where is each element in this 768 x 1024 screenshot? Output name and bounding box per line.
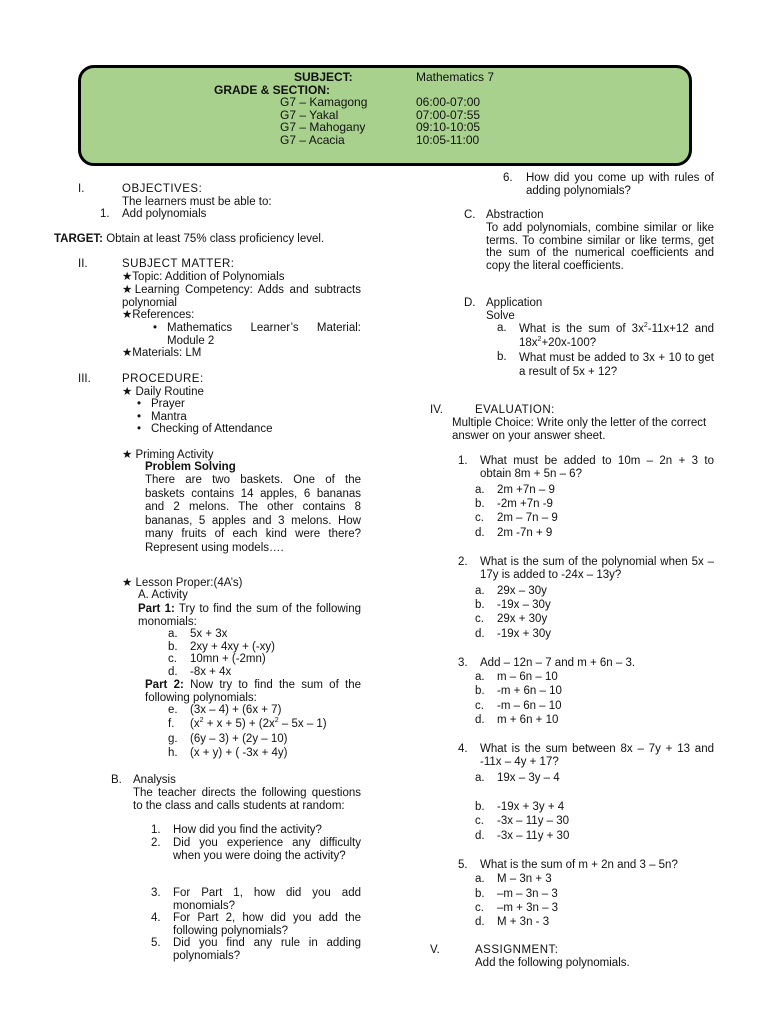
target-line xyxy=(54,233,324,246)
choice: -19x + 30y xyxy=(497,628,552,640)
subject-matter-heading: SUBJECT MATTER: xyxy=(122,258,235,270)
analysis-question: For Part 1, how did you add monomials? xyxy=(173,887,361,912)
objectives-intro: The learners must be able to: xyxy=(122,196,272,208)
polynomial-item: (3x – 4) + (6x + 7) xyxy=(190,704,282,716)
choice-letter: d. xyxy=(475,628,485,640)
choice-letter: b. xyxy=(475,888,485,900)
question-number: 2. xyxy=(151,837,161,849)
application-b-text: What must be added to 3x + 10 to get a result of 5x + 12? xyxy=(519,352,714,378)
choice-letter: b. xyxy=(475,685,485,697)
part1-text: Try to find the sum of the following monomials: xyxy=(138,603,361,628)
choice: 2m – 7n – 9 xyxy=(497,512,558,524)
evaluation-heading: EVALUATION: xyxy=(475,404,555,416)
choice-letter: a. xyxy=(475,484,485,496)
analysis-text: The teacher directs the following questions to the class and calls students at random: xyxy=(133,787,361,812)
section-time: 10:05-11:00 xyxy=(416,133,480,147)
section-name: G7 – Acacia xyxy=(280,133,345,147)
target-text: Obtain at least 75% class proficiency level. xyxy=(106,233,325,245)
question-number: 3. xyxy=(151,887,161,899)
choice: 29x – 30y xyxy=(497,585,547,597)
choice: -m + 6n – 10 xyxy=(497,685,562,697)
monomial-item: -8x + 4x xyxy=(190,666,232,678)
objectives-number: I. xyxy=(78,183,85,195)
application-a-letter: a. xyxy=(497,322,507,334)
materials-line: ★Materials: LM xyxy=(122,347,202,359)
abstraction-letter: C. xyxy=(464,209,476,221)
evaluation-question: What must be added to 10m – 2n + 3 to obtain 8m + 5n – 6? xyxy=(480,455,714,480)
item-letter: e. xyxy=(168,704,178,716)
application-a-text: What is the sum of $3x^2-11x+12$ and $18x^2+20x-100$? xyxy=(519,322,714,349)
choice-letter: d. xyxy=(475,714,485,726)
choice: –m + 3n – 3 xyxy=(497,902,559,914)
monomial-item: 10mn + (-2mn) xyxy=(190,653,266,665)
question-number: 1. xyxy=(151,824,161,836)
abstraction-text: To add polynomials, combine similar or like terms. To combine similar or like terms, get the sum of the numerical coefficients and copy the literal coefficients. xyxy=(486,222,714,272)
analysis-letter: B. xyxy=(111,774,122,786)
choice-letter: c. xyxy=(475,512,484,524)
evaluation-question: Add – 12n – 7 and m + 6n – 3. xyxy=(480,657,636,669)
problem-solving-text: There are two baskets. One of the baskets contains 14 apples, 6 bananas and 2 melons. The other contains 8 bananas, 5 apples and 3 melons. How many fruits of each kind were there? Represent using models…. xyxy=(145,474,361,554)
part2-label: Part 2: xyxy=(145,679,184,691)
choice-letter: a. xyxy=(475,671,485,683)
evaluation-instructions: Multiple Choice: Write only the letter of the correct answer on your answer sheet. xyxy=(452,417,707,442)
question-number: 2. xyxy=(458,556,468,568)
item-letter: c. xyxy=(168,653,177,665)
daily-routine: ★ Daily Routine xyxy=(122,386,204,398)
assignment-number: V. xyxy=(430,944,440,956)
application-letter: D. xyxy=(464,297,476,309)
choice-letter: b. xyxy=(475,498,485,510)
choice: M – 3n + 3 xyxy=(497,873,552,885)
question-number: 3. xyxy=(458,657,468,669)
choice-letter: c. xyxy=(475,700,484,712)
routine-item: • Prayer xyxy=(151,398,185,411)
objectives-heading: OBJECTIVES: xyxy=(122,183,203,195)
analysis-question: How did you find the activity? xyxy=(173,824,322,836)
subject-value: Mathematics 7 xyxy=(416,70,495,84)
part1-label: Part 1: xyxy=(138,603,175,615)
choice: 2m +7n – 9 xyxy=(497,484,555,496)
objective-number: 1. xyxy=(100,208,110,220)
choice-letter: b. xyxy=(475,801,485,813)
assignment-heading: ASSIGNMENT: xyxy=(475,944,559,956)
choice-letter: a. xyxy=(475,873,485,885)
item-letter: d. xyxy=(168,666,178,678)
references-line: ★References: xyxy=(122,309,195,321)
choice: -2m +7n -9 xyxy=(497,498,553,510)
header-box xyxy=(78,65,692,166)
choice: m – 6n – 10 xyxy=(497,671,558,683)
analysis-question: Did you find any rule in adding polynomials? xyxy=(173,937,361,962)
choice-letter: d. xyxy=(475,527,485,539)
item-letter: f. xyxy=(168,718,175,730)
choice-letter: c. xyxy=(475,613,484,625)
polynomial-item-f: $(x^2 + x + 5) + (2x^2 - 5x - 1)$ xyxy=(190,717,327,730)
assignment-text: Add the following polynomials. xyxy=(475,957,630,969)
question-number: 4. xyxy=(458,743,468,755)
part2-text: Now try to find the sum of the following polynomials: xyxy=(145,679,361,704)
section-time: 09:10-10:05 xyxy=(416,120,481,134)
evaluation-question: What is the sum of m + 2n and 3 – 5n? xyxy=(480,859,678,871)
analysis-question: Did you experience any difficulty when you were doing the activity? xyxy=(173,837,361,862)
evaluation-question: What is the sum of the polynomial when 5x – 17y is added to -24x – 13y? xyxy=(480,556,714,581)
question-number: 5. xyxy=(458,859,468,871)
section-time: 07:00-07:55 xyxy=(416,108,481,122)
choice: 19x – 3y – 4 xyxy=(497,772,560,784)
analysis-heading: Analysis xyxy=(133,774,176,786)
problem-solving-title: Problem Solving xyxy=(145,461,236,473)
question-number: 1. xyxy=(458,455,468,467)
choice: 29x + 30y xyxy=(497,613,548,625)
objective-item: Add polynomials xyxy=(122,208,207,220)
competency-line: ★Learning Competency: Adds and subtracts polynomial xyxy=(122,284,361,309)
monomial-item: 2xy + 4xy + (-xy) xyxy=(190,641,275,653)
choice: –m – 3n – 3 xyxy=(497,888,558,900)
choice: -3x – 11y – 30 xyxy=(497,815,570,827)
evaluation-number: IV. xyxy=(430,404,444,416)
question6-number: 6. xyxy=(503,172,513,184)
application-b-letter: b. xyxy=(497,351,507,363)
routine-item: • Mantra xyxy=(151,411,187,424)
choice: m + 6n + 10 xyxy=(497,714,559,726)
application-solve: Solve xyxy=(486,310,515,322)
routine-item: • Checking of Attendance xyxy=(151,423,272,436)
grade-label: GRADE & SECTION: xyxy=(214,83,331,97)
evaluation-question: What is the sum between 8x – 7y + 13 and -11x – 4y + 17? xyxy=(480,743,714,768)
subject-label: SUBJECT: xyxy=(294,70,353,84)
activity-heading: A. Activity xyxy=(138,589,188,601)
choice-letter: c. xyxy=(475,815,484,827)
lesson-proper: ★ Lesson Proper:(4A’s) xyxy=(122,577,243,589)
item-letter: b. xyxy=(168,641,178,653)
reference-item: • Mathematics Learner’s Material: Module 2 xyxy=(167,322,361,348)
choice: -19x + 3y + 4 xyxy=(497,801,565,813)
choice-letter: c. xyxy=(475,902,484,914)
topic-line: ★Topic: Addition of Polynomials xyxy=(122,271,285,283)
item-letter: g. xyxy=(168,733,178,745)
section-name: G7 – Kamagong xyxy=(280,95,368,109)
choice-letter: b. xyxy=(475,599,485,611)
choice: -m – 6n – 10 xyxy=(497,700,562,712)
polynomial-item: (x + y) + ( -3x + 4y) xyxy=(190,747,288,759)
choice-letter: d. xyxy=(475,830,485,842)
choice-letter: a. xyxy=(475,772,485,784)
choice-letter: a. xyxy=(475,585,485,597)
application-heading: Application xyxy=(486,297,543,309)
abstraction-heading: Abstraction xyxy=(486,209,544,221)
choice-letter: d. xyxy=(475,916,485,928)
subject-matter-number: II. xyxy=(78,258,88,270)
polynomial-item: (6y – 3) + (2y – 10) xyxy=(190,733,288,745)
choice: -19x – 30y xyxy=(497,599,551,611)
procedure-heading: PROCEDURE: xyxy=(122,373,204,385)
choice: 2m -7n + 9 xyxy=(497,527,553,539)
question6-text: How did you come up with rules of adding polynomials? xyxy=(526,172,714,197)
analysis-question: For Part 2, how did you add the following polynomials? xyxy=(173,912,361,937)
item-letter: h. xyxy=(168,747,178,759)
section-time: 06:00-07:00 xyxy=(416,95,481,109)
choice: M + 3n - 3 xyxy=(497,916,550,928)
question-number: 5. xyxy=(151,937,161,949)
choice: -3x – 11y + 30 xyxy=(497,830,570,842)
part2-paragraph xyxy=(145,679,361,705)
monomial-item: 5x + 3x xyxy=(190,628,228,640)
section-name: G7 – Mahogany xyxy=(280,120,366,134)
item-letter: a. xyxy=(168,628,178,640)
question-number: 4. xyxy=(151,912,161,924)
procedure-number: III. xyxy=(78,373,91,385)
section-name: G7 – Yakal xyxy=(280,108,339,122)
part1-paragraph xyxy=(138,603,361,629)
target-label: TARGET: xyxy=(54,233,103,245)
priming-activity: ★ Priming Activity xyxy=(122,449,214,461)
